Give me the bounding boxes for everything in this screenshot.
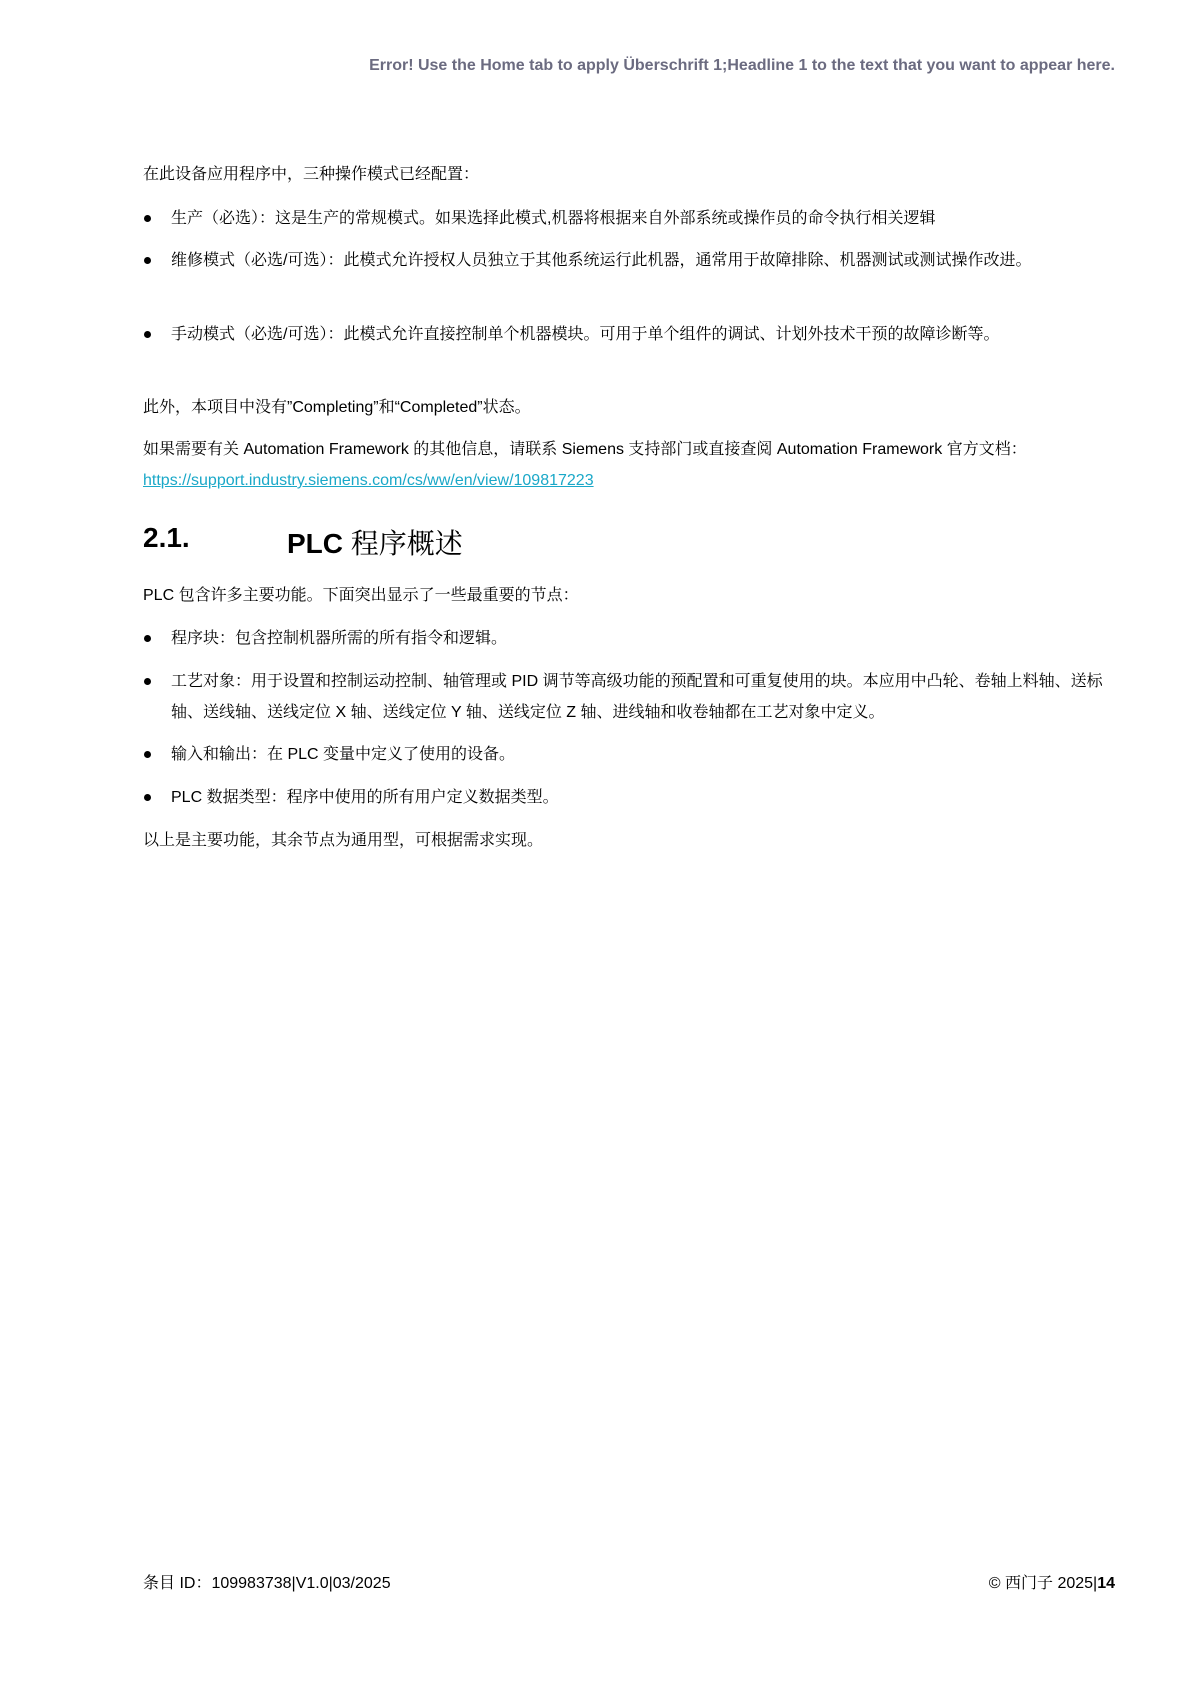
section-intro-paragraph: PLC 包含许多主要功能。下面突出显示了一些最重要的节点： xyxy=(143,587,579,604)
footer-entry-id: 条目 ID：109983738|V1.0|03/2025 xyxy=(143,1575,391,1592)
section-title-bold: PLC xyxy=(287,528,343,559)
bullet-icon xyxy=(144,794,151,801)
footer-copyright: © 西门子 2025|14 xyxy=(988,1575,1115,1592)
intro-paragraph: 在此设备应用程序中，三种操作模式已经配置： xyxy=(143,166,480,183)
support-link[interactable]: https://support.industry.siemens.com/cs/ww/en/view/109817223 xyxy=(143,472,594,489)
list-item-mode-production: 生产（必选）：这是生产的常规模式。如果选择此模式,机器将根据来自外部系统或操作员的命令执行相关逻辑 xyxy=(171,203,1118,234)
list-item-mode-maintenance: 维修模式（必选/可选）：此模式允许授权人员独立于其他系统运行此机器，通常用于故障排除、机器测试或测试操作改进。 xyxy=(171,245,1118,276)
note-paragraph: 此外，本项目中没有”Completing”和“Completed”状态。 xyxy=(143,399,531,416)
bullet-icon xyxy=(144,331,151,338)
section-title: 程序概述 xyxy=(343,528,463,559)
list-item-plc-data-types: PLC 数据类型：程序中使用的所有用户定义数据类型。 xyxy=(171,782,1118,813)
more-info-paragraph: 如果需要有关 Automation Framework 的其他信息，请联系 Siemens 支持部门或直接查阅 Automation Framework 官方文档：https://support.industry.siemens.com/cs/ww/en/view/109817223 xyxy=(143,441,1027,489)
bullet-icon xyxy=(144,257,151,264)
bullet-icon xyxy=(144,678,151,685)
list-item-technology-objects: 工艺对象：用于设置和控制运动控制、轴管理或 PID 调节等高级功能的预配置和可重复使用的块。本应用中凸轮、卷轴上料轴、送标轴、送线轴、送线定位 X 轴、送线定位 Y 轴、送线定位 Z 轴、进线轴和收卷轴都在工艺对象中定义。 xyxy=(171,666,1118,728)
list-item-io: 输入和输出：在 PLC 变量中定义了使用的设备。 xyxy=(171,739,1118,770)
bullet-icon xyxy=(144,751,151,758)
section-number: 2.1. xyxy=(143,522,190,553)
section-heading xyxy=(143,522,463,559)
closing-paragraph: 以上是主要功能，其余节点为通用型，可根据需求实现。 xyxy=(143,832,544,849)
bullet-icon xyxy=(144,215,151,222)
running-header: Error! Use the Home tab to apply Überschrift 1;Headline 1 to the text that you want to appear here. xyxy=(369,57,1115,74)
page-number: 14 xyxy=(1097,1575,1115,1592)
list-item-program-blocks: 程序块：包含控制机器所需的所有指令和逻辑。 xyxy=(171,623,1118,654)
list-item-mode-manual: 手动模式（必选/可选）：此模式允许直接控制单个机器模块。可用于单个组件的调试、计划外技术干预的故障诊断等。 xyxy=(171,319,1118,350)
bullet-icon xyxy=(144,635,151,642)
